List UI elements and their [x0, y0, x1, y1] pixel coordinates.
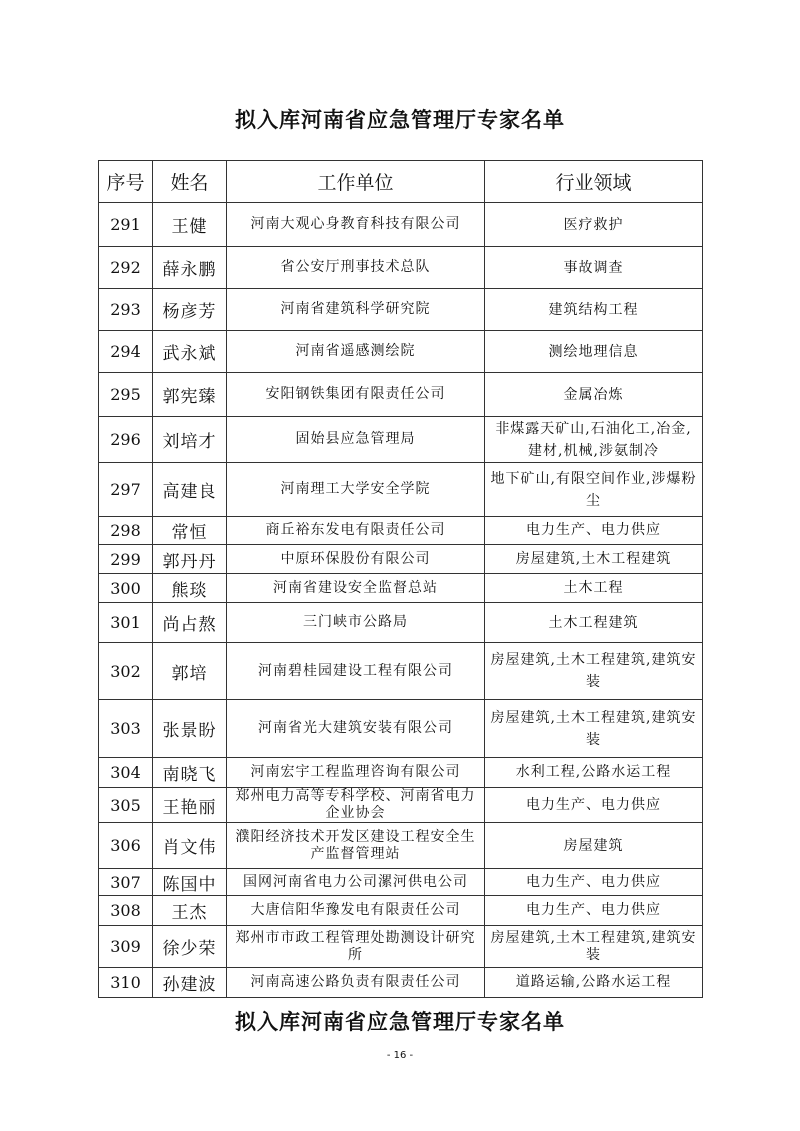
cell-name: 王健	[153, 203, 227, 247]
cell-name: 徐少荣	[153, 926, 227, 968]
cell-field: 土木工程	[485, 574, 703, 603]
cell-field: 事故调查	[485, 247, 703, 289]
cell-field: 金属冶炼	[485, 373, 703, 417]
cell-unit: 河南大观心身教育科技有限公司	[227, 203, 485, 247]
cell-name: 肖文伟	[153, 823, 227, 869]
table-row	[99, 373, 703, 417]
cell-unit: 河南省建筑科学研究院	[227, 289, 485, 331]
cell-unit: 郑州市市政工程管理处勘测设计研究所	[227, 926, 485, 968]
cell-name: 孙建波	[153, 968, 227, 998]
cell-unit: 省公安厅刑事技术总队	[227, 247, 485, 289]
table-row	[99, 926, 703, 968]
cell-seq: 302	[99, 643, 153, 700]
cell-field: 房屋建筑,土木工程建筑,建筑安装	[485, 926, 703, 968]
table-row	[99, 758, 703, 788]
table-row	[99, 788, 703, 823]
cell-seq: 298	[99, 517, 153, 545]
cell-seq: 294	[99, 331, 153, 373]
cell-field: 房屋建筑	[485, 823, 703, 869]
cell-field: 道路运输,公路水运工程	[485, 968, 703, 998]
cell-field: 房屋建筑,土木工程建筑	[485, 545, 703, 574]
cell-unit: 商丘裕东发电有限责任公司	[227, 517, 485, 545]
table-row	[99, 968, 703, 998]
table-row	[99, 517, 703, 545]
cell-name: 郭培	[153, 643, 227, 700]
table-row	[99, 869, 703, 896]
header-name: 姓名	[153, 161, 227, 203]
cell-unit: 国网河南省电力公司漯河供电公司	[227, 869, 485, 896]
cell-seq: 306	[99, 823, 153, 869]
page-title: 拟入库河南省应急管理厅专家名单	[235, 108, 565, 132]
cell-name: 常恒	[153, 517, 227, 545]
table-row	[99, 643, 703, 700]
cell-name: 张景盼	[153, 700, 227, 758]
cell-seq: 297	[99, 463, 153, 517]
cell-seq: 308	[99, 896, 153, 926]
cell-field: 房屋建筑,土木工程建筑,建筑安装	[485, 700, 703, 758]
cell-unit: 三门峡市公路局	[227, 603, 485, 643]
table-header-row	[99, 161, 703, 203]
footer-title: 拟入库河南省应急管理厅专家名单	[235, 1010, 565, 1034]
cell-unit: 河南理工大学安全学院	[227, 463, 485, 517]
cell-name: 南晓飞	[153, 758, 227, 788]
cell-name: 高建良	[153, 463, 227, 517]
page-number: - 16 -	[386, 1050, 414, 1061]
table-row	[99, 700, 703, 758]
cell-seq: 305	[99, 788, 153, 823]
cell-field: 土木工程建筑	[485, 603, 703, 643]
cell-seq: 296	[99, 417, 153, 463]
cell-unit: 濮阳经济技术开发区建设工程安全生产监督管理站	[227, 823, 485, 869]
cell-field: 建筑结构工程	[485, 289, 703, 331]
cell-field: 电力生产、电力供应	[485, 869, 703, 896]
cell-field: 医疗救护	[485, 203, 703, 247]
cell-seq: 293	[99, 289, 153, 331]
cell-name: 郭丹丹	[153, 545, 227, 574]
cell-field: 电力生产、电力供应	[485, 896, 703, 926]
table-row	[99, 545, 703, 574]
cell-unit: 河南省光大建筑安装有限公司	[227, 700, 485, 758]
table-row	[99, 203, 703, 247]
cell-name: 王杰	[153, 896, 227, 926]
cell-name: 薛永鹏	[153, 247, 227, 289]
cell-seq: 291	[99, 203, 153, 247]
cell-seq: 304	[99, 758, 153, 788]
cell-unit: 中原环保股份有限公司	[227, 545, 485, 574]
cell-unit: 安阳钢铁集团有限责任公司	[227, 373, 485, 417]
header-unit: 工作单位	[227, 161, 485, 203]
cell-seq: 295	[99, 373, 153, 417]
cell-seq: 301	[99, 603, 153, 643]
cell-name: 刘培才	[153, 417, 227, 463]
cell-name: 王艳丽	[153, 788, 227, 823]
table-row	[99, 331, 703, 373]
cell-unit: 河南宏宇工程监理咨询有限公司	[227, 758, 485, 788]
cell-unit: 河南碧桂园建设工程有限公司	[227, 643, 485, 700]
cell-seq: 309	[99, 926, 153, 968]
cell-seq: 300	[99, 574, 153, 603]
cell-seq: 310	[99, 968, 153, 998]
cell-name: 尚占熬	[153, 603, 227, 643]
cell-name: 陈国中	[153, 869, 227, 896]
cell-name: 杨彦芳	[153, 289, 227, 331]
cell-unit: 大唐信阳华豫发电有限责任公司	[227, 896, 485, 926]
table-row	[99, 247, 703, 289]
cell-field: 非煤露天矿山,石油化工,冶金,建材,机械,涉氨制冷	[485, 417, 703, 463]
expert-table	[98, 160, 703, 998]
cell-field: 电力生产、电力供应	[485, 788, 703, 823]
cell-name: 熊琰	[153, 574, 227, 603]
cell-unit: 河南省遥感测绘院	[227, 331, 485, 373]
table-row	[99, 463, 703, 517]
table-row	[99, 417, 703, 463]
table-row	[99, 896, 703, 926]
cell-field: 房屋建筑,土木工程建筑,建筑安装	[485, 643, 703, 700]
table-row	[99, 823, 703, 869]
cell-field: 水利工程,公路水运工程	[485, 758, 703, 788]
cell-unit: 固始县应急管理局	[227, 417, 485, 463]
cell-seq: 303	[99, 700, 153, 758]
cell-field: 测绘地理信息	[485, 331, 703, 373]
cell-name: 郭宪臻	[153, 373, 227, 417]
cell-unit: 河南省建设安全监督总站	[227, 574, 485, 603]
cell-unit: 郑州电力高等专科学校、河南省电力企业协会	[227, 788, 485, 823]
header-seq: 序号	[99, 161, 153, 203]
cell-seq: 292	[99, 247, 153, 289]
table-row	[99, 289, 703, 331]
header-field: 行业领域	[485, 161, 703, 203]
table-row	[99, 603, 703, 643]
cell-seq: 307	[99, 869, 153, 896]
cell-name: 武永斌	[153, 331, 227, 373]
cell-field: 地下矿山,有限空间作业,涉爆粉尘	[485, 463, 703, 517]
cell-field: 电力生产、电力供应	[485, 517, 703, 545]
cell-seq: 299	[99, 545, 153, 574]
cell-unit: 河南高速公路负责有限责任公司	[227, 968, 485, 998]
table-row	[99, 574, 703, 603]
